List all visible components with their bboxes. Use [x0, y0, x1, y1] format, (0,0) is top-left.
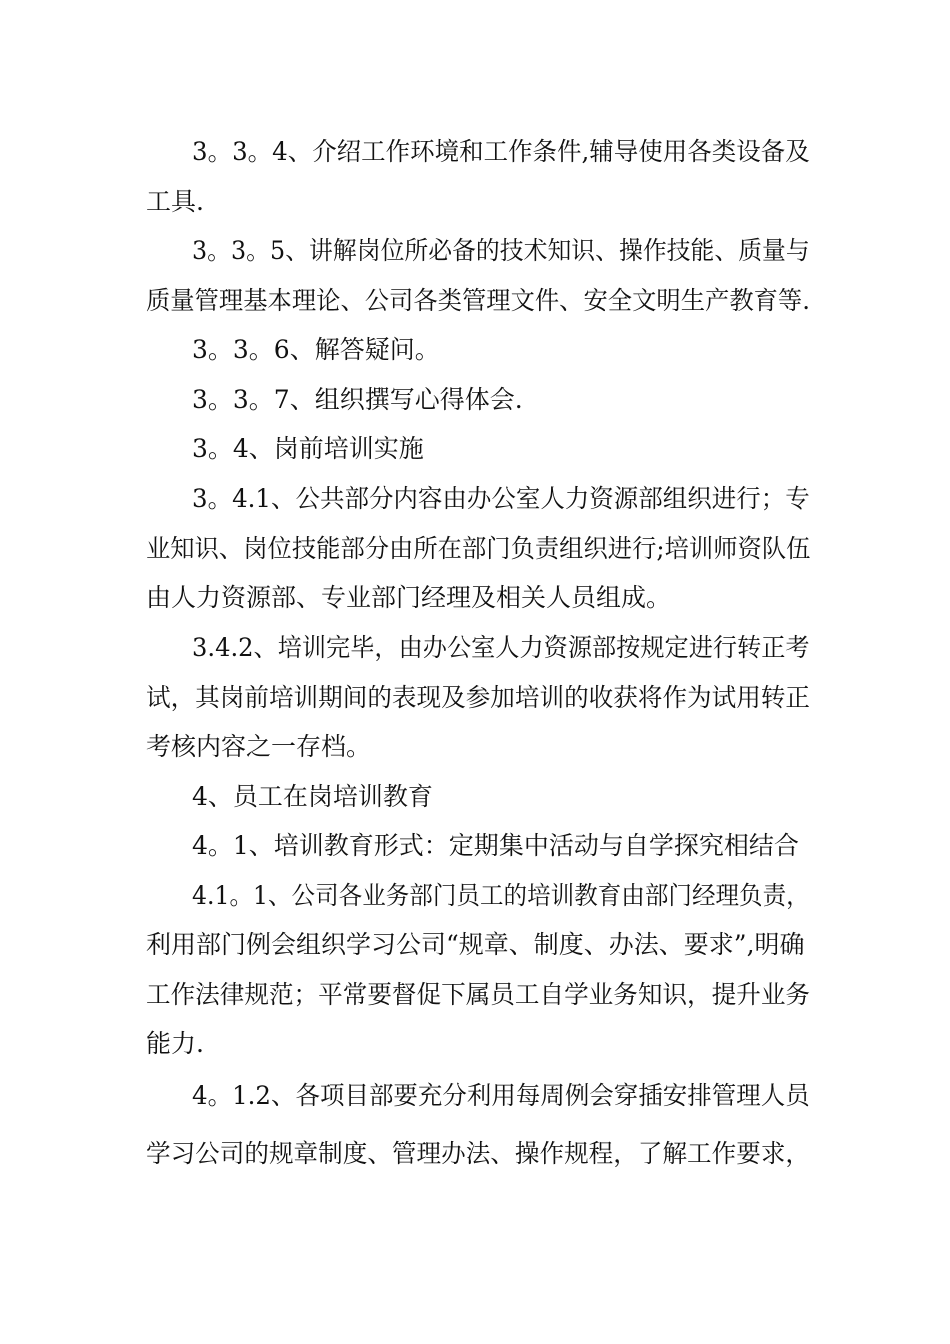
text-line: 由人力资源部、专业部门经理及相关人员组成。: [146, 583, 672, 612]
text-line: 3。4、岗前培训实施: [192, 434, 424, 463]
text-line: 4。1.2、各项目部要充分利用每周例会穿插安排管理人员: [192, 1081, 810, 1110]
text-line: 3。3。7、组织撰写心得体会.: [192, 385, 523, 414]
text-line: 工具.: [146, 187, 204, 216]
text-line: 4。1、培训教育形式：定期集中活动与自学探究相结合: [192, 831, 799, 860]
text-line: 工作法律规范；平常要督促下属员工自学业务知识，提升业务: [146, 980, 811, 1009]
text-line: 考核内容之一存档。: [146, 732, 372, 761]
text-line: 试，其岗前培训期间的表现及参加培训的收获将作为试用转正: [146, 683, 811, 712]
text-line: 业知识、岗位技能部分由所在部门负责组织进行;培训师资队伍: [146, 534, 811, 563]
text-line: 3。4.1、公共部分内容由办公室人力资源部组织进行；专: [192, 484, 810, 513]
text-line: 4.1。1、公司各业务部门员工的培训教育由部门经理负责，: [192, 881, 810, 910]
text-line: 能力.: [146, 1029, 204, 1058]
text-line: 学习公司的规章制度、管理办法、操作规程，了解工作要求，: [146, 1139, 811, 1168]
text-line: 质量管理基本理论、公司各类管理文件、安全文明生产教育等.: [146, 286, 810, 315]
text-line: 3。3。6、解答疑问。: [192, 335, 440, 364]
text-line: 3。3。4、介绍工作环境和工作条件,辅导使用各类设备及: [192, 137, 810, 166]
text-line: 4、员工在岗培训教育: [192, 782, 433, 811]
text-line: 3。3。5、讲解岗位所必备的技术知识、操作技能、质量与: [192, 236, 810, 265]
text-line: 3.4.2、培训完毕，由办公室人力资源部按规定进行转正考: [192, 633, 810, 662]
text-line: 利用部门例会组织学习公司“规章、制度、办法、要求”,明确: [146, 930, 805, 959]
